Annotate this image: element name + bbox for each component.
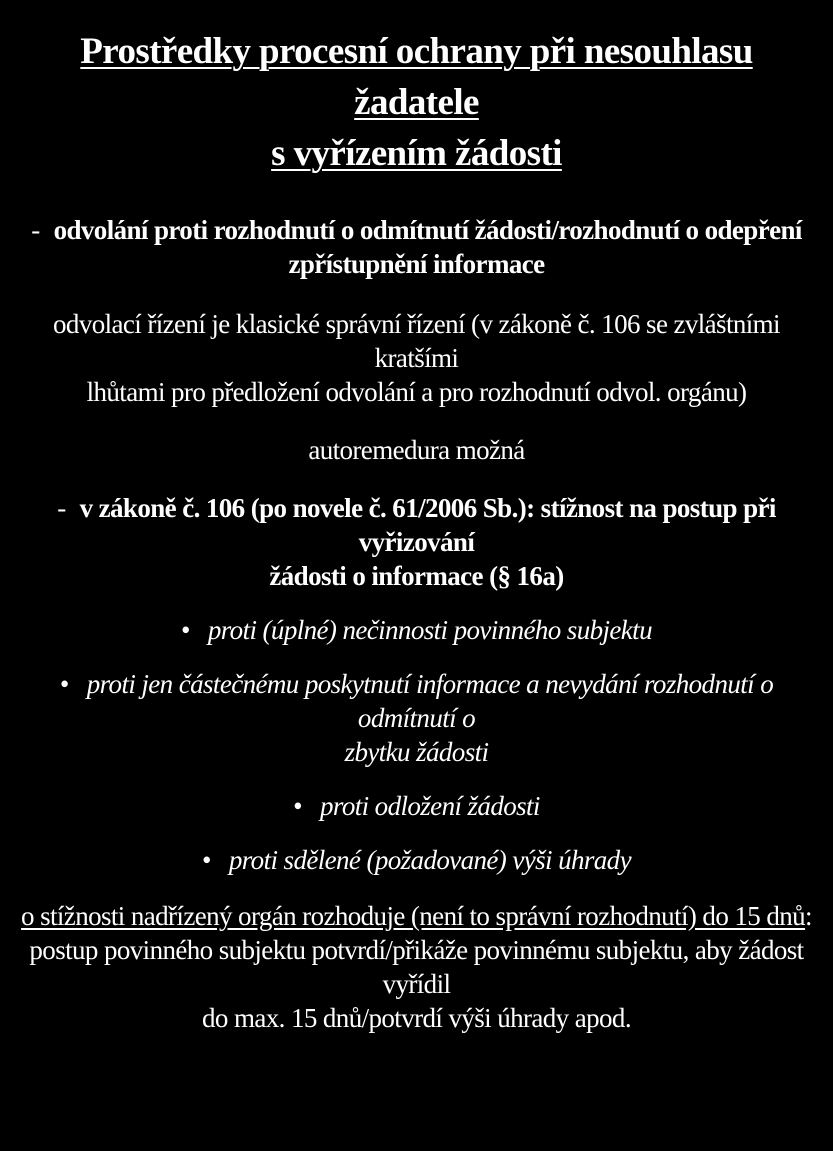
- bullet-item-line: [0, 789, 833, 823]
- bullet-item-inactivity: [0, 613, 833, 647]
- complaint-heading-line-2: žádosti o informace (§ 16a): [269, 561, 564, 591]
- appeal-description: [9, 307, 824, 409]
- bullet-icon: •: [181, 615, 190, 645]
- appeal-heading-line-1: [17, 213, 817, 247]
- complaint-decision-colon: :: [805, 901, 812, 931]
- bullet-item-line: [9, 667, 824, 735]
- slide-title-line-2: s vyřízením žádosti: [271, 133, 562, 174]
- bullet-icon: •: [202, 845, 211, 875]
- bullet-item-text: proti sdělené (požadované) výši úhrady: [228, 845, 631, 875]
- appeal-description-line-2: lhůtami pro předložení odvolání a pro rozhodnutí odvol. orgánu): [86, 377, 747, 407]
- bullet-item-text: proti odložení žádosti: [320, 791, 540, 821]
- complaint-heading-line-1: [9, 491, 824, 559]
- autoremedy-note: autoremedura možná: [308, 435, 525, 465]
- dash-marker: -: [57, 493, 66, 523]
- bullet-icon: •: [59, 669, 69, 699]
- bullet-item-text: proti (úplné) nečinnosti povinného subjektu: [207, 615, 652, 645]
- bullet-item-fee: [0, 843, 833, 877]
- appeal-heading-text-1: odvolání proti rozhodnutí o odmítnutí žádosti/rozhodnutí o odepření: [53, 215, 802, 245]
- dash-marker: -: [31, 215, 40, 245]
- complaint-decision-line-1: [4, 899, 829, 933]
- bullet-item-line: [0, 613, 833, 647]
- bullet-item-text: proti jen částečnému poskytnutí informace a nevydání rozhodnutí o odmítnutí o: [86, 669, 774, 733]
- complaint-decision-line-2: postup povinného subjektu potvrdí/přikáže povinnému subjektu, aby žádost vyřídil: [29, 935, 804, 999]
- complaint-heading: [9, 491, 824, 593]
- bullet-icon: •: [293, 791, 303, 821]
- complaint-decision-paragraph: [4, 899, 829, 1035]
- complaint-heading-text-1: v zákoně č. 106 (po novele č. 61/2006 Sb.): stížnost na postup při vyřizování: [79, 493, 776, 557]
- appeal-heading: [17, 213, 817, 281]
- complaint-decision-underlined: o stížnosti nadřízený orgán rozhoduje (není to správní rozhodnutí) do 15 dnů: [21, 901, 806, 931]
- bullet-item-line-2: zbytku žádosti: [344, 737, 489, 767]
- bullet-item-partial-disclosure: [9, 667, 824, 769]
- bullet-item-postponement: [0, 789, 833, 823]
- slide-title: [17, 26, 817, 179]
- complaint-decision-line-3: do max. 15 dnů/potvrdí výši úhrady apod.: [202, 1003, 631, 1033]
- appeal-heading-line-2: zpřístupnění informace: [288, 249, 545, 279]
- appeal-description-line-1: odvolací řízení je klasické správní řízení (v zákoně č. 106 se zvláštními kratšími: [53, 309, 780, 373]
- slide-title-line-1: Prostředky procesní ochrany při nesouhlasu žadatele: [80, 31, 753, 123]
- bullet-item-line: [0, 843, 833, 877]
